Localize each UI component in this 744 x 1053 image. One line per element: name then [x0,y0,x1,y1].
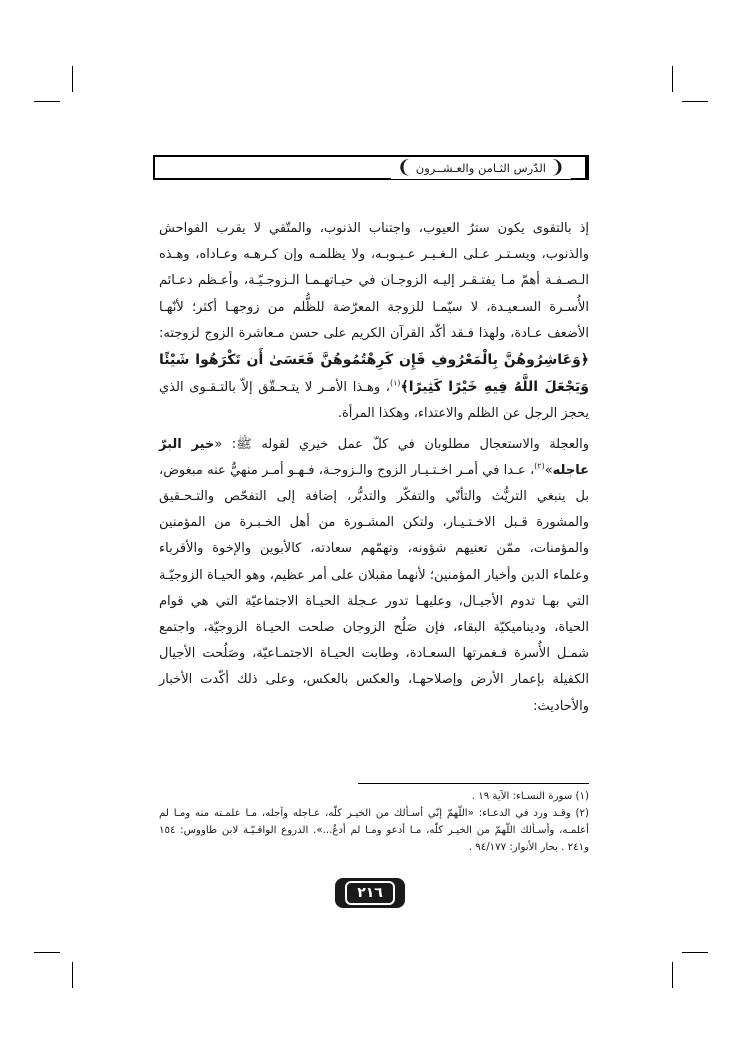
text-line: والأقرباء وعلماء الدين وأخيار المؤمنين؛ لأنهما مقبلان على أمر عظيم، [159,541,590,583]
text-line: يحجز الرجل عن الظلم والاعتداء، وهكذا المرأة. [337,406,589,422]
hadith-text: خير البرّ [159,436,215,452]
footnote-line: (٢) وقـد ورد في الدعـاء: «اللّهمّ إنّي أسـألك من الخيـر كلّه، عـاجله وآجله، مـا علمـته منه ومـا [173,808,589,819]
text-line: الأُسـرة السـعيـدة، لا سيّمـا للزوجة المعرّضة للظُّلم من زوجهـا أكثر؛ لأنّهـا [159,299,589,315]
crop-mark [682,952,708,953]
text-line: الـصـفـة أهمّ مـا يفتـقـر إليـه الزوجـان في حيـاتهـمـا الـزوجـيّـة، وأعـظم دعـائم [159,273,589,289]
text-line: لزوجته: [159,325,200,341]
running-header [153,155,589,180]
crop-mark [72,962,73,988]
crop-mark [72,66,73,92]
footnote-ref[interactable]: (٢) [534,461,545,471]
text-line: ، عـدا في أمـر اخـتـيـار الزوج والـزوجـة، فـهـو أمـر منهيٌّ عنه [207,462,535,478]
crop-mark [34,101,60,102]
header-title: الدّرس الثـامن والعـشــرون [415,160,546,175]
text-line: ، وهـذا الأمـر لا يتـحـقّق إلاّ بالتـقـوى الذي [159,380,390,396]
page-number: ٢١٦ [345,881,395,905]
footnotes [159,788,589,856]
text-line: والعكس بالعكس، وعلى ذلك أكّدت الأخبار والأحاديث: [159,672,589,714]
header-title-box [391,157,571,179]
text-line: إذ بالتقوى يكون سترُ العيوب، واجتناب الذنوب، والمتّقي لا يقرب الفواحش [159,221,589,236]
text-line: الاجتماعيّة التي هي قوام الحياة، وديناميكيّة البقاء، فإن صَلُح الزوجان [159,593,589,636]
footnote-1: (١) سورة النسـاء: الآية ١٩ . [471,791,589,802]
paragraph-2 [159,432,589,720]
text-line: والذنوب، ويسـتـر عـلى الـغـيـر عـيـوبـه، ولا يظلمـه وإن كـرهـه وعـاداه، وهـذه [159,247,589,263]
quran-verse: ﴿وَعَاشِرُوهُنَّ بِالْمَعْرُوفِ فَإِن كَرِهْتُمُوهُنَّ فَعَسَىٰ أَن تَكْرَهُوا شَيْئًا [159,352,589,369]
quran-verse: وَيَجْعَلَ اللَّهُ فِيهِ خَيْرًا كَثِيرًا﴾ [400,379,590,396]
text-line: صلحت الحيـاة الزوجيّة، واجتمع شمـل الأُسرة فـغمرتها السعـادة، وطابت [159,620,589,662]
quote-mark: » [544,462,553,478]
text-line: والعجلة والاستعجال مطلوبان في كلّ عمل خيري لقوله ﷺ: « [214,436,589,452]
text-line: الأضعف عـادة، ولهذا فـقد أكّد القرآن الكريم على حسن مـعاشرة الزوج [204,325,589,341]
footnote-line: لم أعلمـه، وأسـألك اللّهمّ من الخيـر كلّه، مـا أدعو ومـا لم أدعُ...». الدروع الواقـيّـة لابن [159,808,589,836]
text-line: وهو الحيـاة الزوجيّـة التي بهـا تدوم الأجيـال، وعليهـا تدور عـجلة الحيـاة [159,567,589,609]
crop-mark [682,101,708,102]
crop-mark [34,952,60,953]
text-line: الحيـاة الاجتمـاعيّة، وصَلُحت الأجيال الكفيلة بإعمار الأرض وإصلاحهـا، [159,646,590,688]
main-text [159,216,589,720]
hadith-text: عاجله [552,462,589,478]
paragraph-1 [159,216,589,428]
crop-mark [672,962,673,988]
footnote-divider [358,783,589,784]
footnote-2 [159,805,589,856]
ornament-paren: ❨ [549,156,565,178]
footnote-ref[interactable]: (١) [390,378,401,388]
text-line: مبغوض، بل ينبغي التريُّث والتأنّي والتفكّر والتدبُّر، إضافة إلى التفحّص [159,462,589,505]
page-number-badge [335,878,405,908]
footnote-line: طاووس: ١٥٤ و٢٤١ . بحار الأنوار: ٩٤/١٧٧ . [159,825,589,853]
crop-mark [672,66,673,92]
ornament-paren: ❩ [396,156,412,178]
text-line: المؤمنين والمؤمنات، ممّن تعنيهم شؤونه، وتهمّهم سعادته، كالأبوين والإخوة [159,515,589,557]
text-line: والتـحـقيق والمشورة قـبل الاخـتـيـار، ولتكن المشـورة من أهل الخـبـرة من [159,489,589,531]
